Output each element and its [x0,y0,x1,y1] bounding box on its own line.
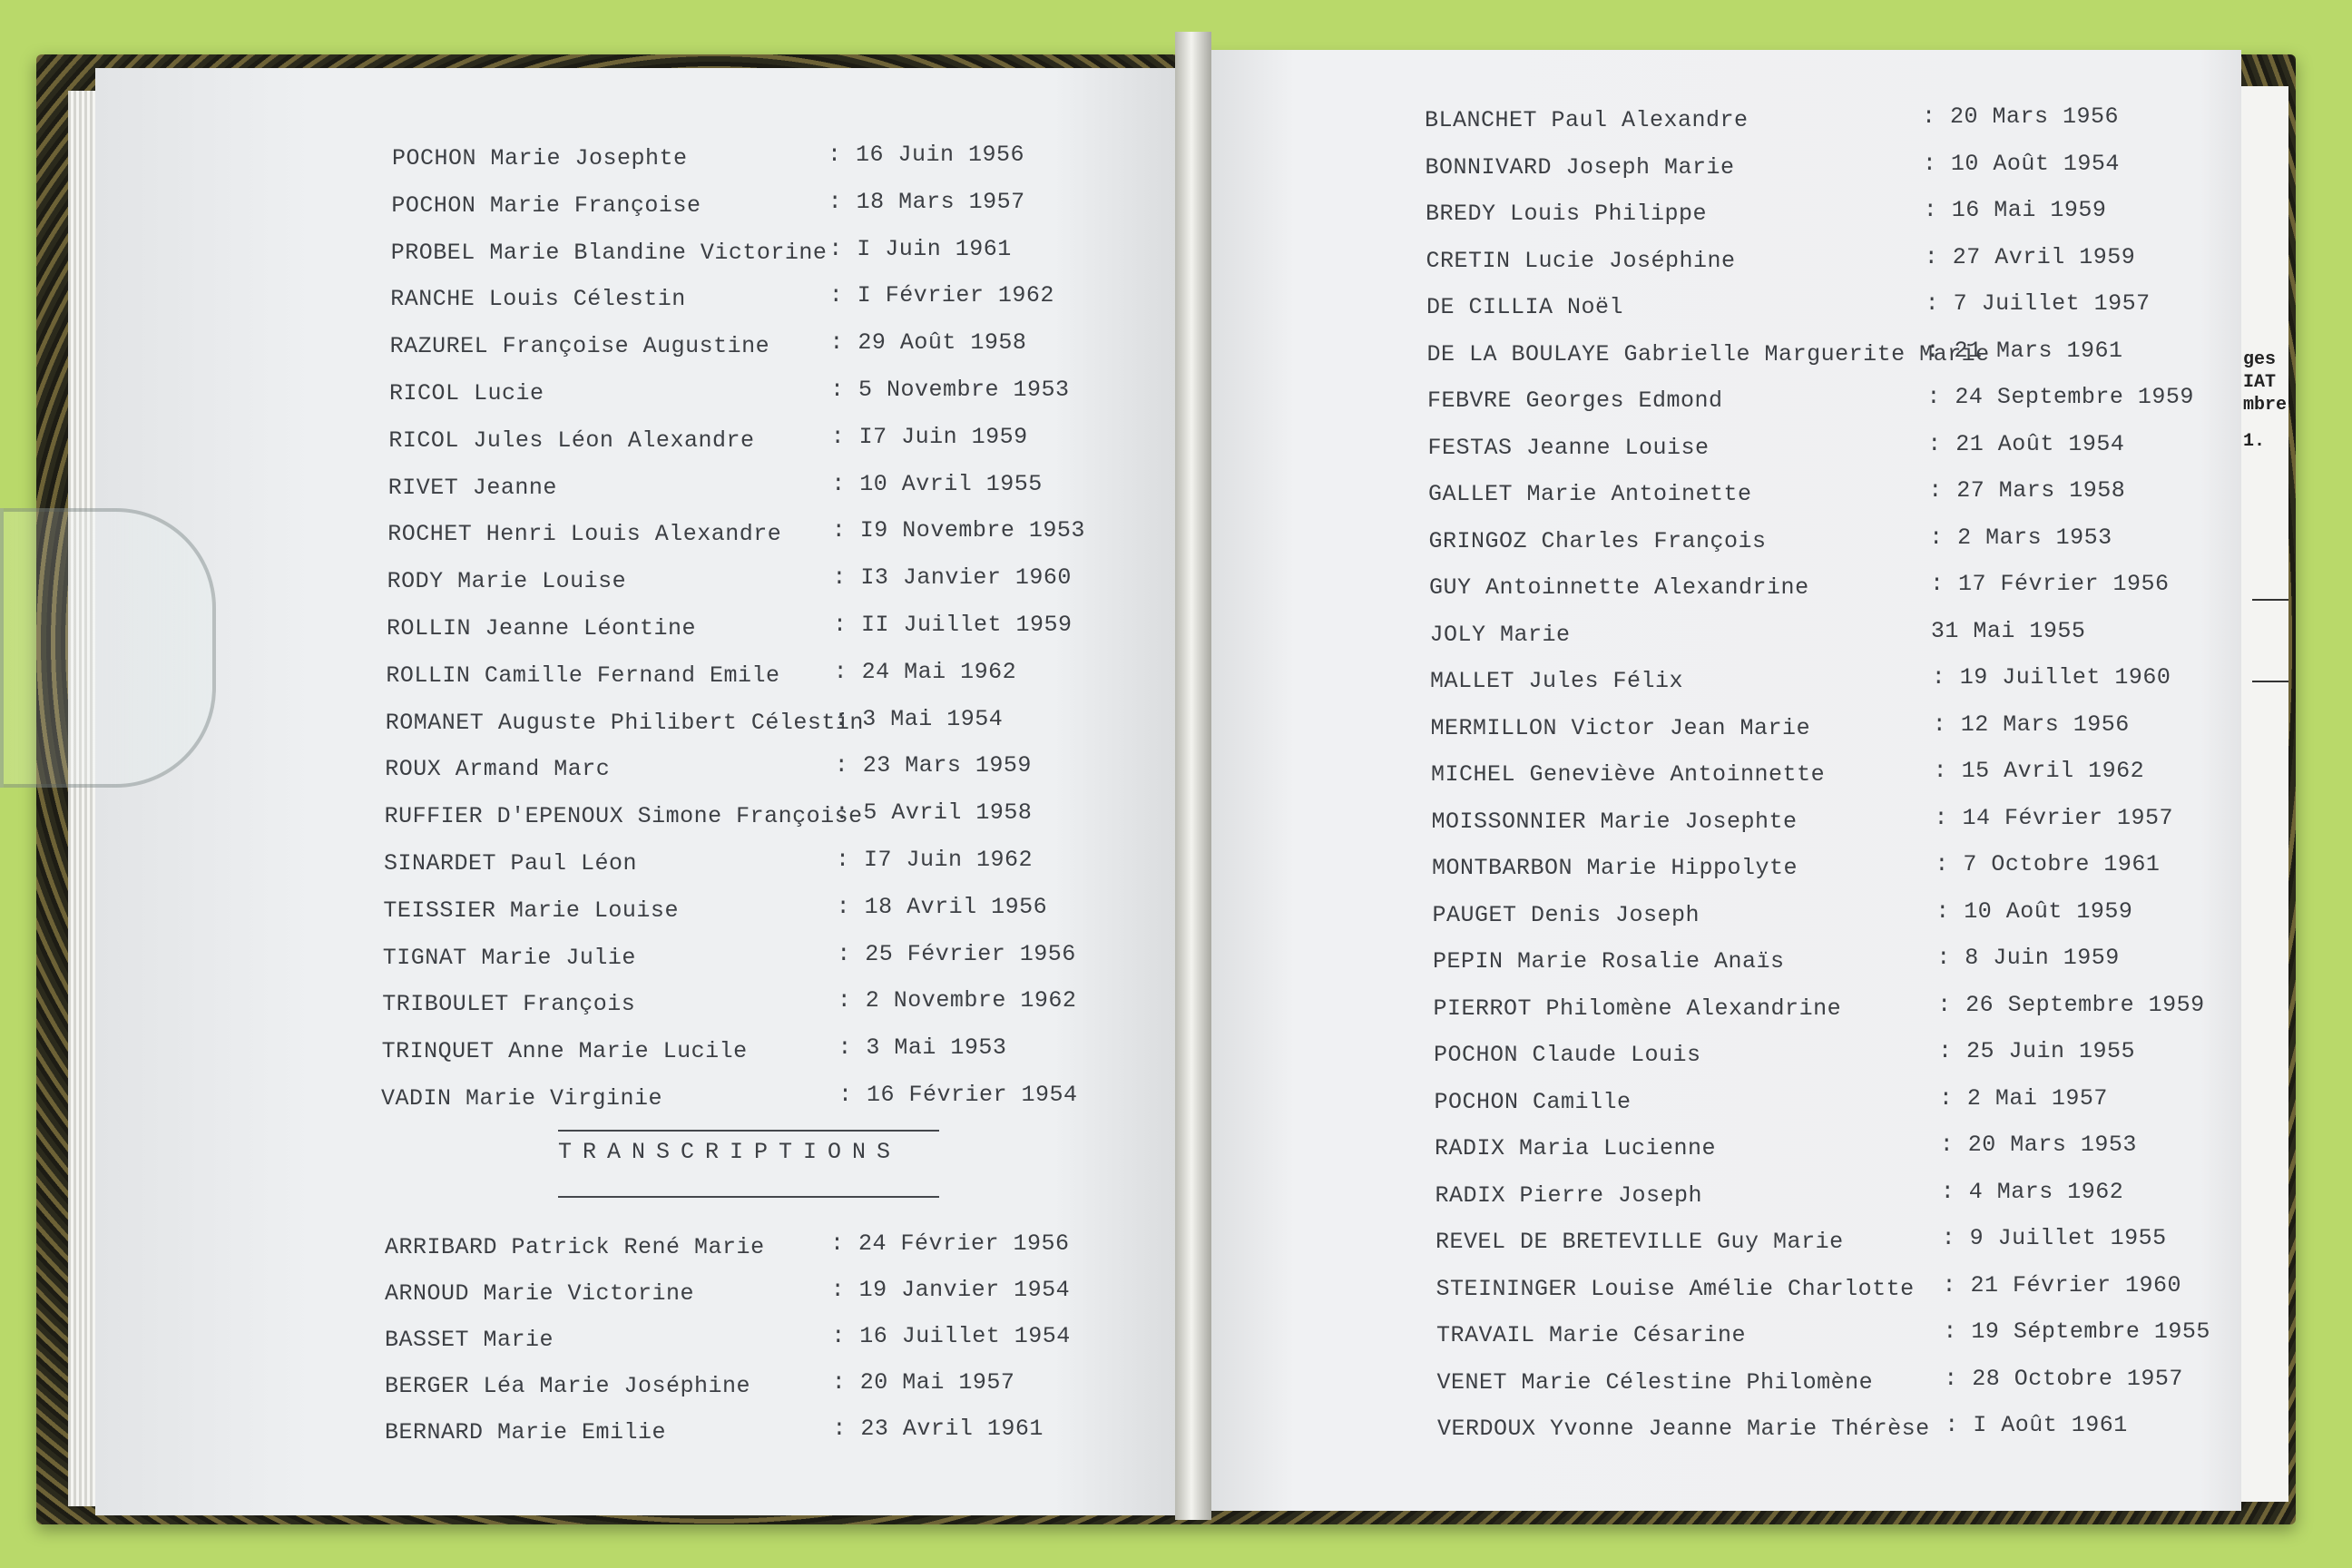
entry-name: MICHEL Geneviève Antoinnette [1431,761,1826,788]
entry-name: VENET Marie Célestine Philomène [1436,1368,1874,1396]
entry-name: JOLY Marie [1429,621,1571,648]
entry-name: TIGNAT Marie Julie [382,944,636,971]
plastic-tab [0,508,216,788]
margin-fragment: ges [2243,349,2277,370]
entry-name: GUY Antoinnette Alexandrine [1429,574,1809,601]
entry-name: VADIN Marie Virginie [381,1085,663,1112]
entry-date: : 20 Mai 1957 [831,1369,1015,1396]
entry-date: : 16 Juillet 1954 [831,1323,1071,1349]
margin-rule [2252,599,2288,601]
entry-date: : I Juin 1961 [828,235,1012,262]
entry-name: PEPIN Marie Rosalie Anaïs [1433,948,1785,975]
entry-name: ROLLIN Jeanne Léontine [387,615,697,642]
entry-name: POCHON Marie Françoise [391,191,701,219]
entry-name: MOISSONNIER Marie Josephte [1431,808,1798,835]
entry-date: : 27 Mars 1958 [1928,477,2126,504]
transcriptions-heading: TRANSCRIPTIONS [558,1139,902,1165]
entry-name: RADIX Maria Lucienne [1435,1135,1717,1161]
entry-date: : 20 Mars 1953 [1939,1132,2137,1158]
entry-name: POCHON Claude Louis [1434,1042,1701,1068]
entry-date: : 2 Novembre 1962 [837,987,1077,1014]
entry-name: STEININGER Louise Amélie Charlotte [1436,1275,1915,1302]
entry-date: : I7 Juin 1962 [836,847,1034,873]
entry-date: : 8 Juin 1959 [1936,945,2120,971]
entry-date: : 24 Février 1956 [830,1230,1070,1257]
entry-name: MONTBARBON Marie Hippolyte [1432,855,1798,881]
entry-name: MERMILLON Victor Jean Marie [1430,714,1811,741]
entry-date: : 18 Avril 1956 [836,893,1048,920]
entry-date: : I9 Novembre 1953 [831,517,1085,544]
entry-date: : 3 Mai 1954 [834,705,1004,732]
entry-name: MALLET Jules Félix [1430,668,1684,694]
entry-name: TRAVAIL Marie Césarine [1436,1322,1747,1348]
entry-date: : 10 Avril 1955 [831,470,1043,497]
entry-name: ROUX Armand Marc [385,756,611,783]
entry-name: DE CILLIA Noël [1426,294,1624,320]
entry-date: : I7 Juin 1959 [830,423,1028,450]
entry-date: : I Août 1961 [1945,1412,2128,1438]
page-edges [68,91,95,1506]
entry-name: BERNARD Marie Emilie [385,1419,667,1446]
entry-date: : 28 Octobre 1957 [1944,1365,2183,1392]
book-spine [1175,32,1211,1520]
entry-date: : 10 Août 1959 [1936,897,2133,925]
entry-date: : 5 Novembre 1953 [830,377,1070,403]
entry-name: RADIX Pierre Joseph [1435,1181,1703,1209]
entry-name: RUFFIER D'EPENOUX Simone Françoise [384,803,863,830]
entry-date: : 25 Février 1956 [837,940,1076,967]
entry-date: : 25 Juin 1955 [1938,1038,2136,1064]
entry-date: : 24 Mai 1962 [833,658,1017,685]
entry-name: BONNIVARD Joseph Marie [1425,153,1735,181]
entry-name: PIERROT Philomène Alexandrine [1433,995,1842,1022]
entry-name: RICOL Jules Léon Alexandre [388,426,755,454]
entry-date: : 4 Mars 1962 [1940,1178,2124,1205]
entry-name: RAZUREL Françoise Augustine [389,333,770,360]
entry-name: RIVET Jeanne [387,474,557,501]
entry-date: : 19 Séptembre 1955 [1943,1318,2210,1345]
entry-name: BLANCHET Paul Alexandre [1425,107,1749,133]
entry-name: VERDOUX Yvonne Jeanne Marie Thérèse [1437,1416,1930,1442]
entry-date: : 12 Mars 1956 [1932,710,2130,738]
entry-name: POCHON Marie Josephte [392,145,688,172]
entry-name: PAUGET Denis Joseph [1432,901,1700,928]
entry-name: BREDY Louis Philippe [1426,201,1708,227]
entry-name: TRIBOULET François [382,991,636,1018]
entry-date: : 17 Février 1956 [1930,571,2170,597]
entry-name: RODY Marie Louise [387,568,627,595]
entry-date: : 26 Septembre 1959 [1937,991,2205,1018]
entry-name: BASSET Marie [385,1327,554,1353]
heading-bottom-rule [558,1196,939,1198]
entry-name: TEISSIER Marie Louise [383,897,679,924]
entry-date: : 24 Septembre 1959 [1926,384,2194,410]
entry-name: RICOL Lucie [389,380,544,407]
entry-name: FEBVRE Georges Edmond [1427,387,1723,414]
entry-name: TRINQUET Anne Marie Lucile [381,1038,748,1065]
entry-date: 31 Mai 1955 [1930,617,2086,644]
entry-name: GALLET Marie Antoinette [1428,481,1752,507]
entry-date: : 18 Mars 1957 [828,188,1025,215]
margin-fragment: mbre [2243,395,2288,416]
entry-date: : 2 Mars 1953 [1929,524,2112,551]
entry-name: ARRIBARD Patrick René Marie [385,1234,765,1260]
entry-date: : 5 Avril 1958 [835,799,1033,827]
entry-date: : 29 Août 1958 [829,329,1027,357]
entry-date: : 7 Octobre 1961 [1935,851,2161,877]
entry-date: : I Février 1962 [828,282,1054,309]
entry-date: : 16 Février 1954 [838,1082,1078,1108]
entry-date: : 16 Juin 1956 [828,142,1025,168]
heading-top-rule [558,1130,939,1132]
entry-name: ROLLIN Camille Fernand Emile [386,662,780,689]
entry-date: : 19 Juillet 1960 [1931,664,2171,691]
entry-date: : II Juillet 1959 [833,612,1073,638]
entry-name: ARNOUD Marie Victorine [385,1280,695,1307]
entry-date: : 16 Mai 1959 [1923,197,2107,223]
entry-name: GRINGOZ Charles François [1428,527,1767,554]
entry-date: : 14 Février 1957 [1934,804,2174,831]
margin-rule [2252,681,2288,682]
entry-date: : 21 Mars 1961 [1926,337,2123,364]
entry-date: : 3 Mai 1953 [838,1034,1007,1062]
entry-name: REVEL DE BRETEVILLE Guy Marie [1436,1229,1844,1255]
entry-date: : 7 Juillet 1957 [1925,290,2151,317]
entry-name: CRETIN Lucie Joséphine [1426,247,1736,274]
entry-date: : 21 Août 1954 [1927,430,2125,457]
entry-date: : 27 Avril 1959 [1924,243,2136,270]
margin-fragment: 1. [2243,431,2266,452]
entry-date: : I3 Janvier 1960 [832,564,1072,592]
entry-date: : 9 Juillet 1955 [1941,1225,2167,1251]
entry-date: : 19 Janvier 1954 [830,1277,1071,1303]
entry-name: ROCHET Henri Louis Alexandre [387,521,782,548]
entry-name: FESTAS Jeanne Louise [1427,434,1710,461]
entry-name: RANCHE Louis Célestin [390,286,686,313]
entry-name: SINARDET Paul Léon [384,850,638,877]
entry-date: : 15 Avril 1962 [1933,758,2145,784]
entry-date: : 2 Mai 1957 [1938,1084,2108,1112]
entry-date: : 23 Avril 1961 [832,1416,1044,1442]
entry-name: BERGER Léa Marie Joséphine [385,1373,751,1399]
margin-fragment: IAT [2243,372,2277,393]
entry-date: : 20 Mars 1956 [1922,103,2120,130]
entry-date: : 10 Août 1954 [1922,150,2120,177]
entry-name: PROBEL Marie Blandine Victorine [390,239,828,266]
entry-date: : 23 Mars 1959 [834,752,1032,779]
entry-date: : 21 Février 1960 [1942,1271,2182,1298]
entry-name: POCHON Camille [1434,1088,1632,1115]
entry-name: ROMANET Auguste Philibert Célestin [385,709,864,736]
entry-name: DE LA BOULAYE Gabrielle Marguerite Marie [1426,340,1990,368]
